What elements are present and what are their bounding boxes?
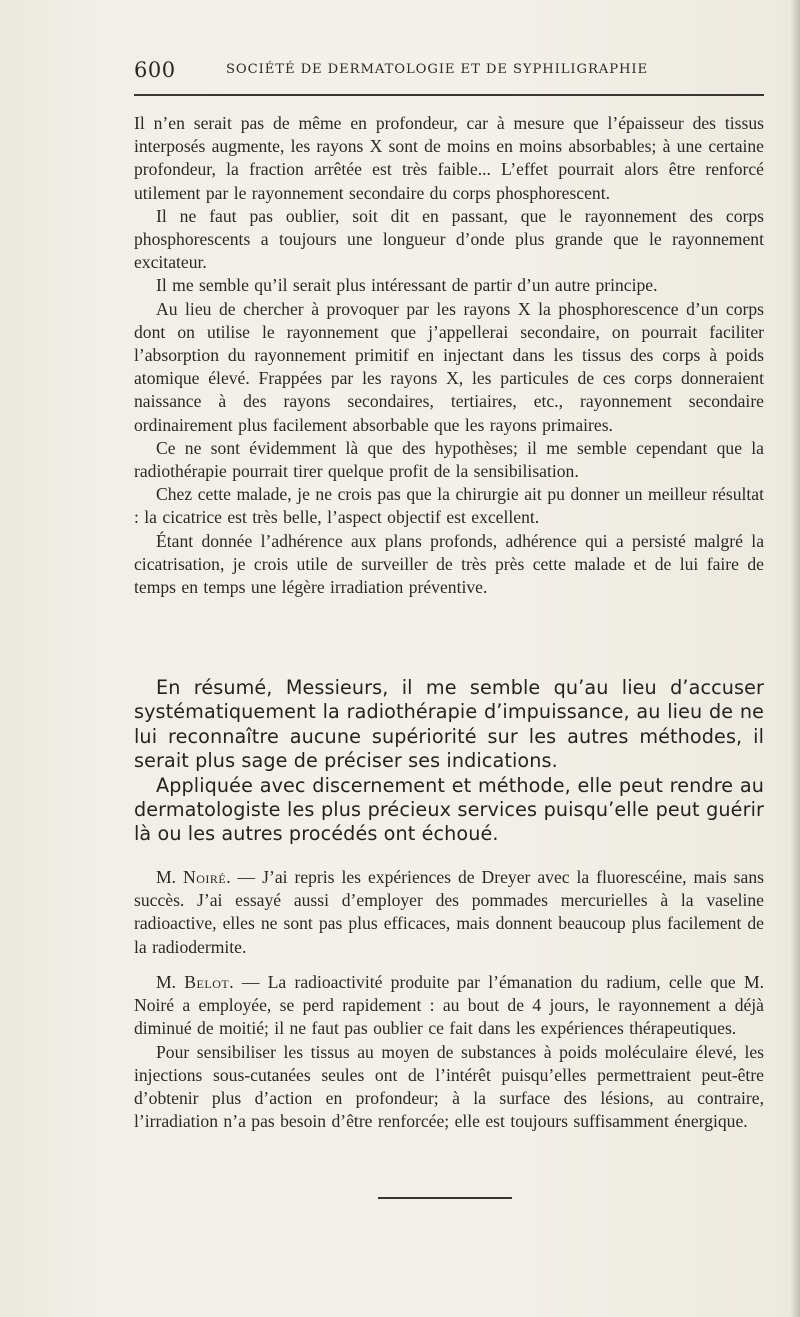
paragraph: Il me semble qu’il serait plus intéressant de partir d’un autre principe. [156, 275, 658, 296]
page-number: 600 [134, 58, 176, 82]
paragraph: Chez cette malade, je ne crois pas que la chirurgie ait pu donner un meilleur résultat : la cicatrice est très belle, l’aspect objectif est excellent. [134, 484, 764, 528]
summary-paragraph: En résumé, Messieurs, il me semble qu’au lieu d’accuser systématiquement la radiothérapie d’impuissance, au lieu de ne lui reconnaître aucune supériorité sur les autres méthodes, il serait plus sage de préciser ses indications. [134, 676, 764, 773]
paragraph: Il ne faut pas oublier, soit dit en passant, que le rayonnement des corps phosphorescents a toujours une longueur d’onde plus grande que le rayonnement excitateur. [134, 205, 764, 273]
paragraph: Ce ne sont évidemment là que des hypothèses; il me semble cependant que la radiothérapie pourrait tirer quelque profit de la sensibilisation. [134, 437, 764, 482]
running-title: SOCIÉTÉ DE DERMATOLOGIE ET DE SYPHILIGRAPHIE [226, 62, 649, 77]
speaker-name: Noiré [183, 867, 227, 887]
page-header [134, 58, 766, 86]
speaker-prefix: M. [156, 867, 183, 887]
paragraph: Étant donnée l’adhérence aux plans profonds, adhérence qui a persisté malgré la cicatrisation, je crois utile de surveiller de très près cette malade et de lui faire de temps en temps une légère irradiation préventive. [134, 530, 764, 598]
speech-paragraph: Pour sensibiliser les tissus au moyen de substances à poids moléculaire élevé, les injections sous-cutanées seules ont de l’intérêt puisqu’elles permettraient peut-être d’obtenir plus d’action en profondeur; à la surface des lésions, au contraire, l’irradiation n’a pas besoin d’être renforcée; elle est toujours suffisamment énergique. [134, 1041, 764, 1132]
speech-text: . — La radioactivité produite par l’émanation du radium, celle que M. Noiré a employée, se perd rapidement : au bout de 4 jours, le rayonnement a déjà diminué de moitié; il ne faut pas oublier ce fait dans les expériences thérapeutiques. [134, 972, 764, 1039]
paragraph: Au lieu de chercher à provoquer par les rayons X la phosphorescence d’un corps dont on utilise le rayonnement que j’appellerai secondaire, on pourrait faciliter l’absorption du rayonnement primitif en injectant dans les tissus des corps à poids atomique élevé. Frappées par les rayons X, les particules de ces corps donneraient naissance à des rayons secondaires, tertiaires, etc., rayonnement secondaire ordinairement plus facilement absorbable que les rayons primaires. [134, 298, 764, 435]
header-rule [134, 94, 764, 96]
main-text [134, 112, 764, 599]
speech-belot [134, 971, 764, 1133]
summary-paragraph: Appliquée avec discernement et méthode, elle peut rendre au dermatologiste les plus précieux services puisqu’elle peut guérir là ou les autres procédés ont échoué. [134, 773, 764, 846]
speech-paragraph [134, 866, 764, 959]
speaker-name: Belot [184, 972, 230, 992]
speech-text: . — J’ai repris les expériences de Dreyer avec la fluorescéine, mais sans succès. J’ai essayé aussi d’employer des pommades mercurielles à la vaseline radioactive, elles ne sont pas plus efficaces, mais donnent beaucoup plus facilement de la radiodermite. [134, 867, 764, 957]
speaker-prefix: M. [156, 972, 185, 992]
paragraph: Il n’en serait pas de même en profondeur, car à mesure que l’épaisseur des tissus interposés augmente, les rayons X sont de moins en moins absorbables; à une certaine profondeur, la fraction arrêtée est très faible... L’effet pourrait alors être renforcé utilement par le rayonnement secondaire du corps phosphorescent. [134, 113, 764, 203]
summary-section [134, 676, 764, 847]
end-rule [378, 1197, 512, 1199]
page-edge-shadow [790, 0, 800, 1317]
speech-paragraph [134, 971, 764, 1041]
speech-noire [134, 866, 764, 959]
